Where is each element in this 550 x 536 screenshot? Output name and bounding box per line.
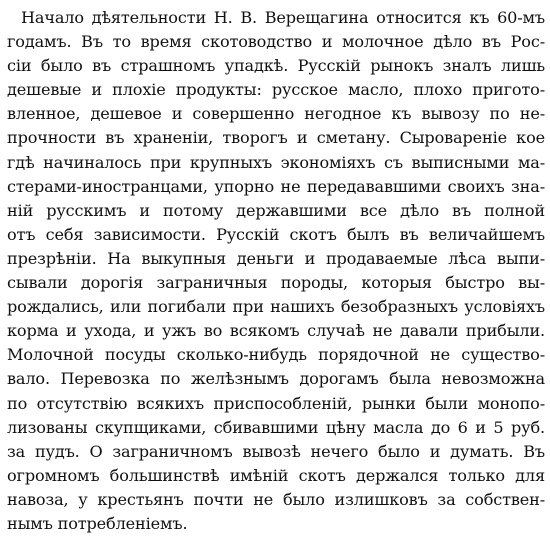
text-line-20: огромномъ большинствѣ имѣній скотъ держался только для (7, 465, 545, 485)
text-line-9: ній русскимъ и потому державшими все дѣло въ полной (7, 200, 545, 220)
text-line-8: стерами-иностранцами, упорно не передававшими своихъ зна- (7, 176, 545, 196)
text-line-11: презрѣніи. На выкупныя деньги и продаваемые лѣса выпи- (7, 248, 545, 268)
text-line-22: нымъ потребленіемъ. (7, 513, 188, 533)
text-line-14: корма и ухода, и ужъ во всякомъ случаѣ не давали прибыли. (7, 321, 545, 341)
text-line-2: годамъ. Въ то время скотоводство и молочное дѣло въ Рос- (7, 32, 545, 52)
text-line-1: Начало дѣятельности Н. В. Верещагина относится къ 60-мъ (21, 8, 545, 27)
paragraph (7, 6, 545, 536)
text-line-7: гдѣ начиналось при крупныхъ экономіяхъ съ выписными ма- (7, 152, 545, 172)
text-line-21: навоза, у крестьянъ почти не было излишковъ за собствен- (7, 489, 545, 509)
text-line-13: рождались, или погибали при нашихъ безобразныхъ условіяхъ (7, 297, 545, 317)
text-line-4: дешевые и плохіе продукты: русское масло, плохо пригото- (7, 80, 545, 100)
text-line-17: по отсутствію всякихъ приспособленій, рынки были монопо- (7, 393, 545, 413)
text-line-12: сывали дорогія заграничныя породы, которыя быстро вы- (7, 273, 545, 293)
text-line-3: сіи было въ страшномъ упадкѣ. Русскій рынокъ зналъ лишь (7, 56, 545, 76)
text-line-5: вленное, дешевое и совершенно негодное къ вывозу по не- (7, 104, 545, 124)
text-line-15: Молочной посуды сколько-нибудь порядочной не существо- (7, 345, 545, 365)
text-line-6: прочности въ храненіи, творогъ и сметану. Сыровареніе кое (7, 128, 545, 148)
text-line-16: вало. Перевозка по желѣзнымъ дорогамъ была невозможна (7, 369, 545, 389)
text-line-18: лизованы скупщиками, сбивавшими цѣну масла до 6 и 5 руб. (7, 417, 545, 437)
text-line-19: за пудъ. О заграничномъ вывозѣ нечего было и думать. Въ (7, 441, 545, 461)
text-line-10: отъ себя зависимости. Русскій скотъ былъ въ величайшемъ (7, 224, 545, 244)
